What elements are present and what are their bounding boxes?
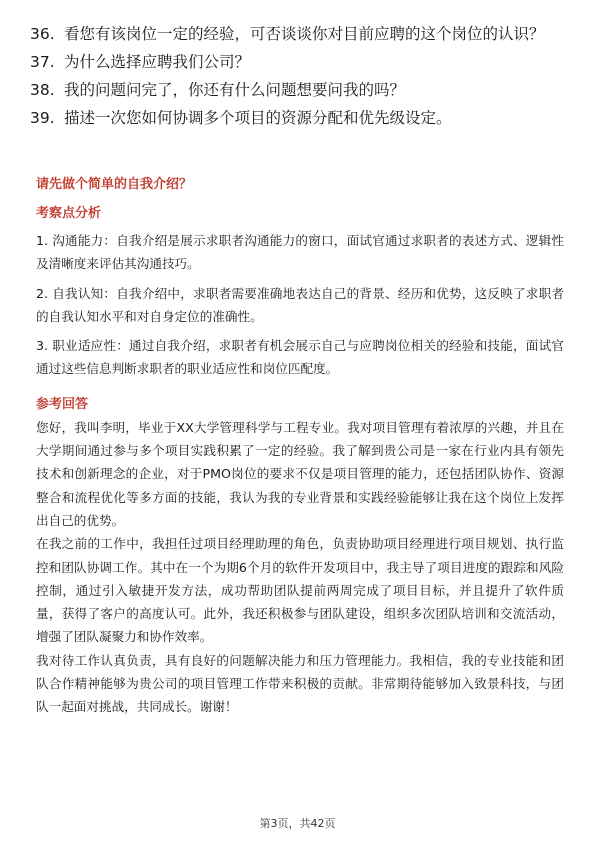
question-list (30, 22, 570, 134)
analysis-point: 2. 自我认知：自我介绍中，求职者需要准确地表达自己的背景、经历和优势，这反映了求职者的自我认知水平和对自身定位的准确性。 (36, 285, 564, 324)
question-text: 描述一次您如何协调多个项目的资源分配和优先级设定。 (64, 109, 452, 127)
analysis-point: 1. 沟通能力：自我介绍是展示求职者沟通能力的窗口，面试官通过求职者的表述方式、逻辑性及清晰度来评估其沟通技巧。 (36, 233, 564, 272)
answer-heading: 参考回答 (36, 396, 89, 412)
answer-paragraph: 您好，我叫李明，毕业于XX大学管理科学与工程专业。我对项目管理有着浓厚的兴趣，并且在大学期间通过参与多个项目实践积累了一定的经验。我了解到贵公司是一家在行业内具有领先技术和创新理念的企业，对于PMO岗位的要求不仅是项目管理的能力，还包括团队协作、资源整合和流程优化等多方面的技能，我认为我的专业背景和实践经验能够让我在这个岗位上发挥出自己的优势。 (36, 419, 564, 528)
question-item (30, 78, 570, 102)
question-text: 看您有该岗位一定的经验，可否谈谈你对目前应聘的这个岗位的认识？ (64, 25, 545, 43)
answer-paragraph: 在我之前的工作中，我担任过项目经理助理的角色，负责协助项目经理进行项目规划、执行监控和团队协调工作。其中在一个为期6个月的软件开发项目中，我主导了项目进度的跟踪和风险控制，通过引入敏捷开发方法，成功帮助团队提前两周完成了项目目标，并且提升了软件质量，获得了客户的高度认可。此外，我还积极参与团队建设，组织多次团队培训和交流活动，增强了团队凝聚力和协作效率。 (36, 536, 564, 645)
question-item (30, 50, 570, 74)
question-item (30, 22, 570, 46)
question-number: 36. (30, 25, 55, 43)
question-number: 37. (30, 53, 55, 71)
answer-paragraph: 我对待工作认真负责，具有良好的问题解决能力和压力管理能力。我相信，我的专业技能和团队合作精神能够为贵公司的项目管理工作带来积极的贡献。非常期待能够加入致景科技，与团队一起面对挑战，共同成长。谢谢！ (36, 652, 564, 715)
question-number: 39. (30, 109, 55, 127)
main-content (36, 175, 564, 719)
question-number: 38. (30, 81, 55, 99)
question-title: 请先做个简单的自我介绍？ (36, 177, 193, 192)
page-footer: 第3页，共42页 (259, 817, 336, 830)
question-text: 为什么选择应聘我们公司？ (64, 53, 251, 71)
question-item (30, 106, 570, 130)
question-text: 我的问题问完了，你还有什么问题想要问我的吗？ (64, 81, 406, 99)
analysis-heading: 考察点分析 (36, 206, 102, 221)
analysis-point: 3. 职业适应性：通过自我介绍，求职者有机会展示自己与应聘岗位相关的经验和技能，面试官通过这些信息判断求职者的职业适应性和岗位匹配度。 (36, 338, 564, 377)
